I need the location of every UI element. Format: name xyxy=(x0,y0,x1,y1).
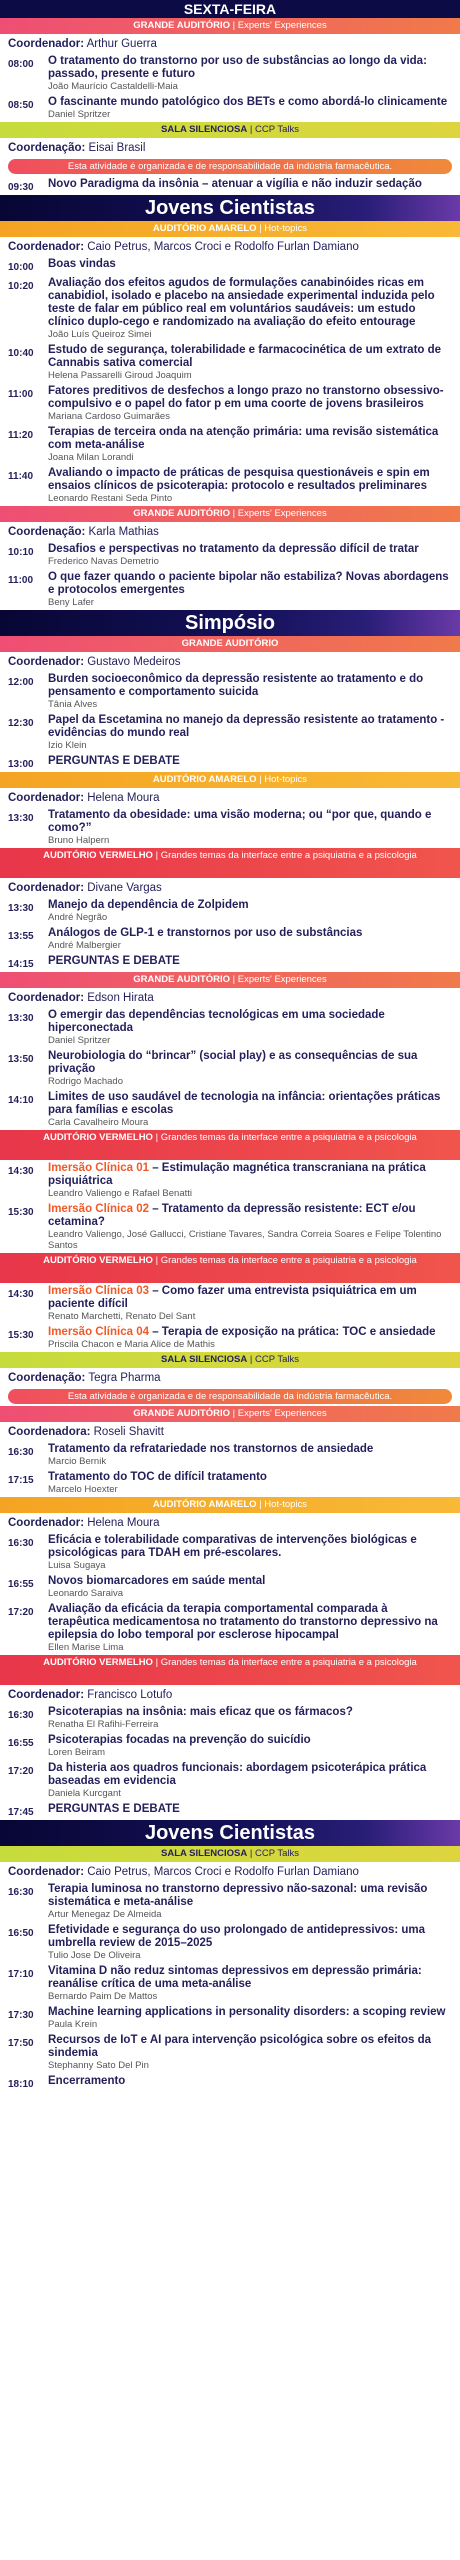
talk-speaker: Izio Klein xyxy=(48,740,87,751)
coordinator-label: Coordenador: xyxy=(8,241,85,253)
room-name: GRANDE AUDITÓRIO xyxy=(133,20,231,31)
coordinator-label: Coordenação: xyxy=(8,142,86,154)
talk-time: 13:00 xyxy=(8,759,34,770)
coordinator-name: Helena Moura xyxy=(87,792,160,804)
room-banner xyxy=(0,1406,460,1422)
talk-title: O tratamento do transtorno por uso de substâncias ao longo da vida: passado, presente e futuro xyxy=(48,55,427,80)
room-banner xyxy=(0,636,460,652)
talk-title: Burden socioeconômico da depressão resistente ao tratamento e do pensamento e comportamento suicida xyxy=(48,673,424,698)
room-track: | Hot-topics xyxy=(259,774,308,785)
talk-row xyxy=(0,275,460,342)
talk-row xyxy=(0,424,460,465)
talk-row xyxy=(0,541,460,569)
room-name: SALA SILENCIOSA xyxy=(161,1848,248,1859)
talk-time: 16:55 xyxy=(8,1738,34,1749)
room-banner xyxy=(0,1130,460,1160)
talk-row xyxy=(0,671,460,712)
immersion-title: – Terapia de exposição na prática: TOC e ansiedade xyxy=(149,1326,436,1338)
coordinator-label: Coordenador: xyxy=(8,38,85,50)
coordinator-name: Karla Mathias xyxy=(88,526,159,538)
talk-speaker: Tânia Alves xyxy=(48,699,98,710)
talk-speaker: Beny Lafer xyxy=(48,597,94,608)
talk-title: Novos biomarcadores em saúde mental xyxy=(48,1575,266,1587)
talk-row xyxy=(0,1573,460,1601)
coordinator-name: Eisai Brasil xyxy=(88,142,146,154)
talk-body xyxy=(48,955,452,970)
talk-body xyxy=(48,1603,452,1653)
talk-title: Fatores preditivos de desfechos a longo prazo no transtorno obsessivo-compulsivo e o papel do fator p em uma coorte de jovens brasileiros xyxy=(48,385,444,410)
talk-body xyxy=(48,1534,452,1571)
talk-title: Desafios e perspectivas no tratamento da depressão difícil de tratar xyxy=(48,543,419,555)
talk-time: 16:30 xyxy=(8,1887,34,1898)
coordinator-label: Coordenador: xyxy=(8,882,85,894)
room-name: SALA SILENCIOSA xyxy=(161,124,248,135)
coordinator-line xyxy=(0,34,460,53)
room-name: AUDITÓRIO VERMELHO xyxy=(43,850,153,861)
talk-title: Avaliação da eficácia da terapia comportamental comparada à terapêutica medicamentosa no tratamento do transtorno depressivo na epilepsia do lobo temporal por esclerose hipocampal xyxy=(48,1603,438,1641)
talk-title: O que fazer quando o paciente bipolar não estabiliza? Novas abordagens e protocolos emergentes xyxy=(48,571,449,596)
coordinator-name: Gustavo Medeiros xyxy=(87,656,181,668)
immersion-title: – Estimulação magnética transcraniana na prática psiquiátrica xyxy=(48,1162,426,1187)
room-banner xyxy=(0,972,460,988)
talk-time: 17:30 xyxy=(8,2010,34,2021)
talk-body xyxy=(48,96,452,120)
talk-time: 15:30 xyxy=(8,1330,34,1341)
talk-row xyxy=(0,1881,460,1922)
talk-title: Psicoterapias focadas na prevenção do suicídio xyxy=(48,1734,311,1746)
talk-title: Terapia luminosa no transtorno depressivo não-sazonal: uma revisão sistemática e meta-análise xyxy=(48,1883,428,1908)
talk-speaker: Leonardo Restani Seda Pinto xyxy=(48,493,173,504)
room-banner xyxy=(0,1253,460,1283)
talk-title: Avaliando o impacto de práticas de pesquisa questionáveis e spin em ensaios clínicos de psicoterapia: protocolo e resultados preliminares xyxy=(48,467,430,492)
talk-speaker: Tulio Jose De Oliveira xyxy=(48,1950,141,1961)
talk-row xyxy=(0,1801,460,1820)
talk-body xyxy=(48,543,452,567)
talk-row xyxy=(0,53,460,94)
room-banner xyxy=(0,772,460,788)
talk-time: 13:55 xyxy=(8,931,34,942)
talk-body xyxy=(48,258,452,273)
room-name: AUDITÓRIO AMARELO xyxy=(152,1499,257,1510)
talk-body xyxy=(48,1091,452,1128)
room-banner xyxy=(0,506,460,522)
talk-body xyxy=(48,2006,452,2030)
talk-body xyxy=(48,1050,452,1087)
coordinator-name: Caio Petrus, Marcos Croci e Rodolfo Furlan Damiano xyxy=(87,241,359,253)
talk-body xyxy=(48,673,452,710)
coordinator-label: Coordenadora: xyxy=(8,1426,91,1438)
talk-speaker: Leandro Valiengo, José Gallucci, Cristiane Tavares, Sandra Correia Soares e Felipe Tolentino Santos xyxy=(48,1229,442,1251)
room-banner xyxy=(0,1655,460,1685)
talk-time: 10:20 xyxy=(8,281,34,292)
coordinator-label: Coordenação: xyxy=(8,1372,86,1384)
talk-title xyxy=(48,1162,452,1188)
talk-row xyxy=(0,712,460,753)
room-banner xyxy=(0,18,460,34)
coordinator-line xyxy=(0,1368,460,1387)
talk-row xyxy=(0,953,460,972)
room-name: AUDITÓRIO AMARELO xyxy=(152,774,257,785)
talk-speaker: Ellen Marise Lima xyxy=(48,1642,124,1653)
talk-title: O fascinante mundo patológico dos BETs e como abordá-lo clinicamente xyxy=(48,96,448,108)
talk-speaker: Daniela Kurcgant xyxy=(48,1788,121,1799)
talk-time: 13:50 xyxy=(8,1054,34,1065)
talk-body xyxy=(48,1285,452,1322)
talk-speaker: Rodrigo Machado xyxy=(48,1076,123,1087)
talk-speaker: André Negrão xyxy=(48,912,108,923)
talk-time: 16:30 xyxy=(8,1538,34,1549)
talk-speaker: Loren Beiram xyxy=(48,1747,106,1758)
coordinator-label: Coordenador: xyxy=(8,656,85,668)
coordinator-line xyxy=(0,1513,460,1532)
talk-time: 16:55 xyxy=(8,1579,34,1590)
immersion-label: Imersão Clínica 03 xyxy=(48,1285,149,1297)
immersion-title: – Como fazer uma entrevista psiquiátrica em um paciente difícil xyxy=(48,1285,417,1310)
room-track: | CCP Talks xyxy=(249,1354,299,1365)
talk-time: 18:10 xyxy=(8,2079,34,2090)
talk-speaker: Frederico Navas Demetrio xyxy=(48,556,159,567)
coordinator-name: Roseli Shavitt xyxy=(93,1426,164,1438)
room-name: GRANDE AUDITÓRIO xyxy=(133,508,231,519)
talk-row xyxy=(0,807,460,848)
talk-title: Novo Paradigma da insônia – atenuar a vigília e não induzir sedação xyxy=(48,178,422,190)
coordinator-label: Coordenador: xyxy=(8,1517,85,1529)
talk-row xyxy=(0,176,460,195)
talk-row xyxy=(0,465,460,506)
talk-time: 11:00 xyxy=(8,389,34,400)
talk-body xyxy=(48,178,452,193)
talk-title: Vitamina D não reduz sintomas depressivos em depressão primária: reanálise crítica de uma meta-análise xyxy=(48,1965,422,1990)
talk-row xyxy=(0,897,460,925)
day-header: SEXTA-FEIRA xyxy=(0,0,460,18)
immersion-label: Imersão Clínica 04 xyxy=(48,1326,149,1338)
room-banner xyxy=(0,1497,460,1513)
talk-row xyxy=(0,2073,460,2092)
talk-body xyxy=(48,1803,452,1818)
talk-speaker: Stephanny Sato Del Pin xyxy=(48,2060,149,2071)
talk-row xyxy=(0,1324,460,1352)
room-banner xyxy=(0,1352,460,1368)
talk-time: 10:10 xyxy=(8,547,34,558)
talk-body xyxy=(48,1471,452,1495)
talk-row xyxy=(0,2004,460,2032)
room-name: SALA SILENCIOSA xyxy=(161,1354,248,1365)
talk-title: Machine learning applications in personality disorders: a scoping review xyxy=(48,2006,446,2018)
talk-body xyxy=(48,344,452,381)
talk-title: Limites de uso saudável de tecnologia na infância: orientações práticas para famílias e escolas xyxy=(48,1091,441,1116)
talk-speaker: Luisa Sugaya xyxy=(48,1560,106,1571)
room-track: | Grandes temas da interface entre a psiquiatria e a psicologia xyxy=(155,1132,417,1143)
coordinator-line xyxy=(0,652,460,671)
room-name: GRANDE AUDITÓRIO xyxy=(181,638,279,649)
coordinator-name: Caio Petrus, Marcos Croci e Rodolfo Furlan Damiano xyxy=(87,1866,359,1878)
talk-row xyxy=(0,1201,460,1253)
room-name: AUDITÓRIO VERMELHO xyxy=(43,1657,153,1668)
talk-row xyxy=(0,1601,460,1655)
talk-time: 13:30 xyxy=(8,903,34,914)
talk-row xyxy=(0,342,460,383)
talk-title: Manejo da dependência de Zolpidem xyxy=(48,899,249,911)
talk-title xyxy=(48,1285,452,1311)
talk-body xyxy=(48,1326,452,1350)
talk-time: 17:50 xyxy=(8,2038,34,2049)
talk-title: PERGUNTAS E DEBATE xyxy=(48,955,180,967)
room-name: GRANDE AUDITÓRIO xyxy=(133,974,231,985)
room-track: | Grandes temas da interface entre a psiquiatria e a psicologia xyxy=(155,1255,417,1266)
talk-time: 10:00 xyxy=(8,262,34,273)
coordinator-name: Edson Hirata xyxy=(87,992,154,1004)
talk-title: Efetividade e segurança do uso prolongado de antidepressivos: uma umbrella review de 2015–2025 xyxy=(48,1924,426,1949)
talk-time: 09:30 xyxy=(8,182,34,193)
talk-speaker: Mariana Cardoso Guimarães xyxy=(48,411,170,422)
room-track: | CCP Talks xyxy=(249,124,299,135)
coordinator-label: Coordenador: xyxy=(8,1866,85,1878)
talk-title: Avaliação dos efeitos agudos de formulações canabinóides ricas em canabidiol, isolado e placebo na ansiedade experimental induzida pelo teste de falar em público real em voluntários saudáveis: um estudo clínico duplo-cego e randomizado na avaliação do efeito entourage xyxy=(48,277,435,328)
talk-title: Recursos de IoT e AI para intervenção psicológica sobre os efeitos da sindemia xyxy=(48,2034,432,2059)
coordinator-line xyxy=(0,237,460,256)
immersion-title: – Tratamento da depressão resistente: ECT e/ou cetamina? xyxy=(48,1203,416,1228)
coordinator-line xyxy=(0,988,460,1007)
talk-row xyxy=(0,94,460,122)
talk-body xyxy=(48,1575,452,1599)
room-track: | Experts' Experiences xyxy=(232,508,327,519)
talk-title: Psicoterapias na insônia: mais eficaz que os fármacos? xyxy=(48,1706,353,1718)
talk-body xyxy=(48,55,452,92)
talk-row xyxy=(0,1469,460,1497)
talk-body xyxy=(48,1965,452,2002)
talk-title: Tratamento da obesidade: uma visão moderna; ou “por que, quando e como?” xyxy=(48,809,432,834)
coordinator-line xyxy=(0,138,460,157)
talk-row xyxy=(0,256,460,275)
talk-title: Papel da Escetamina no manejo da depressão resistente ao tratamento - evidências do mundo real xyxy=(48,714,445,739)
talk-body xyxy=(48,426,452,463)
coordinator-label: Coordenador: xyxy=(8,792,85,804)
talk-body xyxy=(48,927,452,951)
talk-title: Boas vindas xyxy=(48,258,116,270)
room-track: | Experts' Experiences xyxy=(232,20,327,31)
coordinator-name: Arthur Guerra xyxy=(86,38,157,50)
talk-speaker: Daniel Spritzer xyxy=(48,1035,111,1046)
talk-time: 17:20 xyxy=(8,1607,34,1618)
coordinator-line xyxy=(0,878,460,897)
industry-note: Esta atividade é organizada e de responsabilidade da indústria farmacêutica. xyxy=(8,159,452,174)
room-name: GRANDE AUDITÓRIO xyxy=(133,1408,231,1419)
talk-row xyxy=(0,1441,460,1469)
talk-body xyxy=(48,467,452,504)
talk-speaker: Daniel Spritzer xyxy=(48,109,111,120)
talk-row xyxy=(0,383,460,424)
talk-title: Da histeria aos quadros funcionais: abordagem psicoterápica prática baseadas em evidencia xyxy=(48,1762,427,1787)
talk-body xyxy=(48,571,452,608)
section-title: Simpósio xyxy=(0,610,460,636)
room-banner xyxy=(0,1846,460,1862)
talk-speaker: Marcelo Hoexter xyxy=(48,1484,118,1495)
talk-speaker: Marcio Bernik xyxy=(48,1456,107,1467)
talk-body xyxy=(48,809,452,846)
talk-speaker: Joana Milan Lorandi xyxy=(48,452,134,463)
talk-body xyxy=(48,1762,452,1799)
industry-note: Esta atividade é organizada e de responsabilidade da indústria farmacêutica. xyxy=(8,1389,452,1404)
talk-row xyxy=(0,1160,460,1201)
talk-time: 11:00 xyxy=(8,575,34,586)
talk-row xyxy=(0,925,460,953)
talk-row xyxy=(0,1760,460,1801)
talk-time: 13:30 xyxy=(8,813,34,824)
room-track: | Experts' Experiences xyxy=(232,974,327,985)
talk-speaker: Helena Passarelli Giroud Joaquim xyxy=(48,370,192,381)
talk-body xyxy=(48,385,452,422)
talk-row xyxy=(0,1922,460,1963)
room-track: | Grandes temas da interface entre a psiquiatria e a psicologia xyxy=(155,850,417,861)
talk-time: 10:40 xyxy=(8,348,34,359)
coordinator-line xyxy=(0,1685,460,1704)
talk-title: Tratamento da refratariedade nos transtornos de ansiedade xyxy=(48,1443,374,1455)
room-track: | Grandes temas da interface entre a psiquiatria e a psicologia xyxy=(155,1657,417,1668)
talk-title xyxy=(48,1326,452,1339)
coordinator-line xyxy=(0,788,460,807)
talk-time: 16:50 xyxy=(8,1928,34,1939)
talk-time: 16:30 xyxy=(8,1447,34,1458)
talk-speaker: João Luís Queiroz Simei xyxy=(48,329,152,340)
talk-speaker: Paula Krein xyxy=(48,2019,98,2030)
talk-body xyxy=(48,1883,452,1920)
talk-body xyxy=(48,1734,452,1758)
coordinator-label: Coordenador: xyxy=(8,992,85,1004)
talk-body xyxy=(48,1924,452,1961)
room-banner xyxy=(0,221,460,237)
talk-speaker: Artur Menegaz De Almeida xyxy=(48,1909,162,1920)
schedule-list xyxy=(0,18,460,2092)
talk-time: 17:20 xyxy=(8,1766,34,1777)
coordinator-line xyxy=(0,1422,460,1441)
coordinator-label: Coordenador: xyxy=(8,1689,85,1701)
talk-time: 17:10 xyxy=(8,1969,34,1980)
talk-title: Neurobiologia do “brincar” (social play) e as consequências de sua privação xyxy=(48,1050,418,1075)
talk-body xyxy=(48,1706,452,1730)
talk-time: 12:30 xyxy=(8,718,34,729)
talk-title: Tratamento do TOC de difícil tratamento xyxy=(48,1471,267,1483)
talk-speaker: Bernardo Paim De Mattos xyxy=(48,1991,158,2002)
coordinator-line xyxy=(0,1862,460,1881)
talk-time: 14:10 xyxy=(8,1095,34,1106)
talk-time: 11:20 xyxy=(8,430,34,441)
talk-title: Terapias de terceira onda na atenção primária: uma revisão sistemática com meta-análise xyxy=(48,426,439,451)
talk-time: 17:45 xyxy=(8,1807,34,1818)
talk-speaker: Priscila Chacon e Maria Alice de Mathis xyxy=(48,1339,215,1350)
talk-time: 16:30 xyxy=(8,1710,34,1721)
immersion-label: Imersão Clínica 02 xyxy=(48,1203,149,1215)
talk-title: Análogos de GLP-1 e transtornos por uso de substâncias xyxy=(48,927,363,939)
talk-body xyxy=(48,1162,452,1199)
talk-time: 12:00 xyxy=(8,677,34,688)
talk-row xyxy=(0,1007,460,1048)
talk-body xyxy=(48,2075,452,2090)
room-banner xyxy=(0,122,460,138)
talk-time: 14:15 xyxy=(8,959,34,970)
coordinator-name: Tegra Pharma xyxy=(88,1372,161,1384)
room-track: | CCP Talks xyxy=(249,1848,299,1859)
talk-body xyxy=(48,1009,452,1046)
talk-speaker: Carla Cavalheiro Moura xyxy=(48,1117,149,1128)
talk-speaker: Renato Marchetti, Renato Del Sant xyxy=(48,1311,196,1322)
room-name: AUDITÓRIO VERMELHO xyxy=(43,1255,153,1266)
coordinator-name: Divane Vargas xyxy=(87,882,162,894)
talk-title: PERGUNTAS E DEBATE xyxy=(48,1803,180,1815)
talk-speaker: Leandro Valiengo e Rafael Benatti xyxy=(48,1188,193,1199)
talk-row xyxy=(0,753,460,772)
talk-row xyxy=(0,1089,460,1130)
talk-time: 08:50 xyxy=(8,100,34,111)
immersion-label: Imersão Clínica 01 xyxy=(48,1162,149,1174)
talk-speaker: Bruno Halpern xyxy=(48,835,110,846)
talk-speaker: Leonardo Saraiva xyxy=(48,1588,123,1599)
talk-title: O emergir das dependências tecnológicas em uma sociedade hiperconectada xyxy=(48,1009,385,1034)
talk-time: 08:00 xyxy=(8,59,34,70)
coordinator-name: Helena Moura xyxy=(87,1517,160,1529)
talk-time: 13:30 xyxy=(8,1013,34,1024)
talk-title: Estudo de segurança, tolerabilidade e farmacocinética de um extrato de Cannabis sativa comercial xyxy=(48,344,442,369)
talk-title xyxy=(48,1203,452,1229)
talk-row xyxy=(0,2032,460,2073)
talk-body xyxy=(48,755,452,770)
talk-time: 14:30 xyxy=(8,1166,34,1177)
coordinator-name: Francisco Lotufo xyxy=(87,1689,173,1701)
section-title: Jovens Cientistas xyxy=(0,1820,460,1846)
coordinator-label: Coordenação: xyxy=(8,526,86,538)
talk-time: 15:30 xyxy=(8,1207,34,1218)
talk-time: 11:40 xyxy=(8,471,34,482)
talk-body xyxy=(48,714,452,751)
talk-row xyxy=(0,1048,460,1089)
room-track: | Experts' Experiences xyxy=(232,1408,327,1419)
talk-body xyxy=(48,277,452,340)
talk-body xyxy=(48,899,452,923)
talk-row xyxy=(0,569,460,610)
room-track: | Hot-topics xyxy=(259,223,308,234)
talk-row xyxy=(0,1963,460,2004)
talk-body xyxy=(48,1203,452,1251)
talk-row xyxy=(0,1283,460,1324)
talk-speaker: André Malbergier xyxy=(48,940,121,951)
talk-row xyxy=(0,1732,460,1760)
coordinator-line xyxy=(0,522,460,541)
talk-time: 17:15 xyxy=(8,1475,34,1486)
room-banner xyxy=(0,848,460,878)
talk-body xyxy=(48,2034,452,2071)
room-name: AUDITÓRIO VERMELHO xyxy=(43,1132,153,1143)
talk-title: PERGUNTAS E DEBATE xyxy=(48,755,180,767)
talk-speaker: João Maurício Castaldelli-Maia xyxy=(48,81,178,92)
room-track: | Hot-topics xyxy=(259,1499,308,1510)
talk-time: 14:30 xyxy=(8,1289,34,1300)
talk-body xyxy=(48,1443,452,1467)
talk-title: Eficácia e tolerabilidade comparativas de intervenções biológicas e psicológicas para TDAH em pré-escolares. xyxy=(48,1534,417,1559)
talk-row xyxy=(0,1704,460,1732)
section-title: Jovens Cientistas xyxy=(0,195,460,221)
talk-title: Encerramento xyxy=(48,2075,126,2087)
talk-speaker: Renatha El Rafihi-Ferreira xyxy=(48,1719,159,1730)
room-name: AUDITÓRIO AMARELO xyxy=(152,223,257,234)
talk-row xyxy=(0,1532,460,1573)
